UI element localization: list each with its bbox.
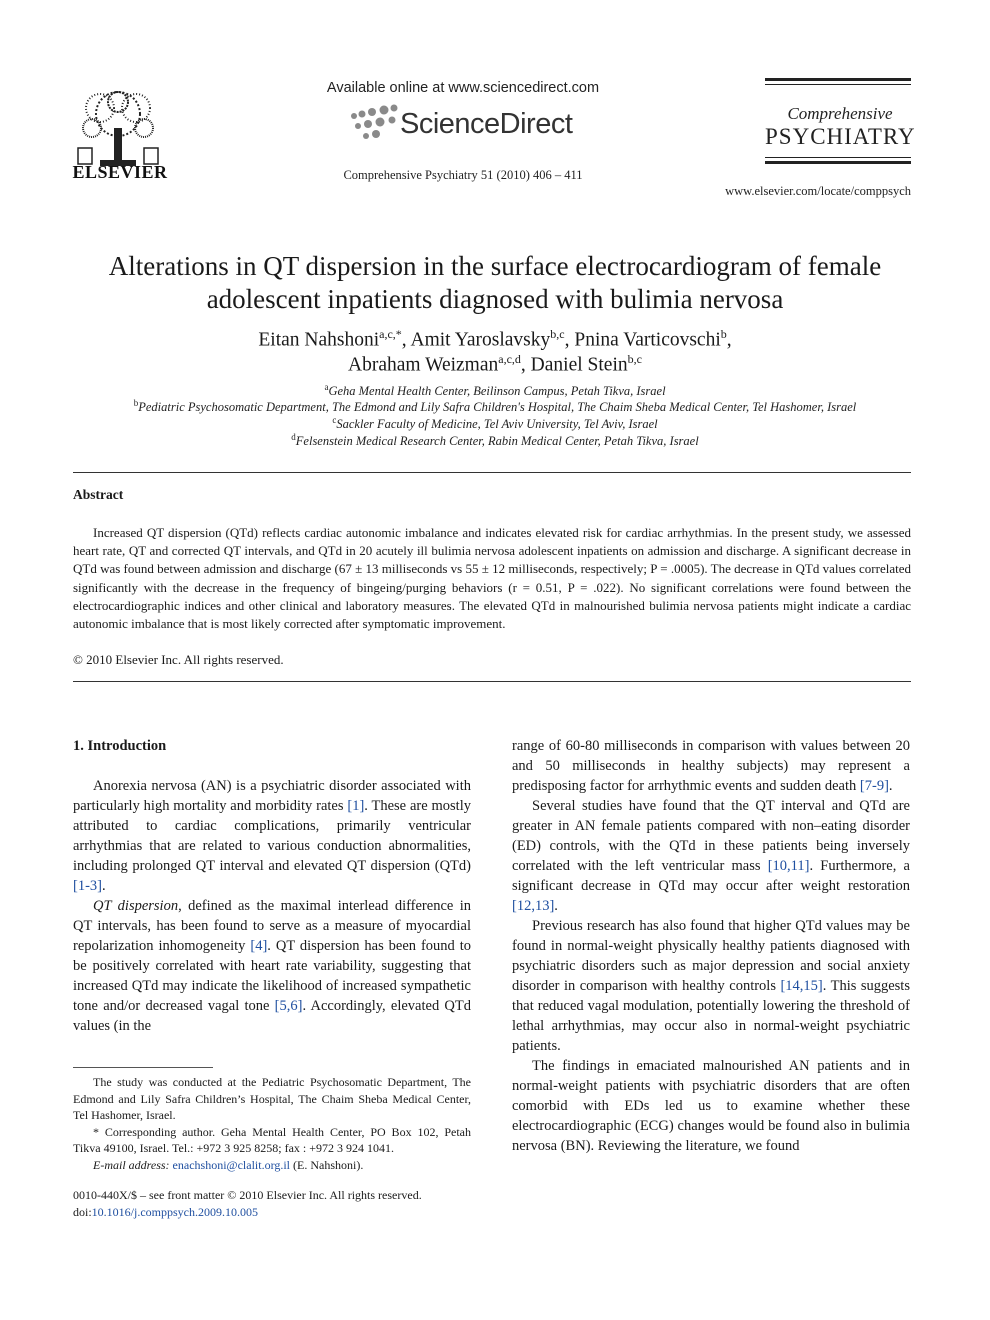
affiliation-text: Geha Mental Health Center, Beilinson Campus, Petah Tikva, Israel bbox=[328, 384, 666, 399]
right-column bbox=[512, 736, 910, 1156]
affiliation-mark: a bbox=[324, 382, 329, 392]
author-name: Eitan Nahshoni bbox=[258, 329, 380, 351]
journal-url-link[interactable]: www.elsevier.com/locate/comppsych bbox=[725, 184, 911, 198]
citation-link[interactable]: [14,15] bbox=[780, 978, 823, 994]
author-name: Abraham Weizman bbox=[348, 354, 499, 376]
section-divider bbox=[73, 681, 911, 682]
footnotes bbox=[73, 1074, 471, 1174]
left-column bbox=[73, 736, 471, 1036]
study-footnote: The study was conducted at the Pediatric Psychosomatic Department, The Edmond and Lily Safra Children’s Hospital, The Chaim Sheba Medical Center, Tel Hashomer, Israel. bbox=[73, 1075, 471, 1123]
affiliation-mark: d bbox=[291, 432, 296, 442]
paragraph-text: . bbox=[102, 878, 106, 894]
paragraph-text: Anorexia nervosa (AN) is a psychiatric disorder associated with particularly high mortality and morbidity rates bbox=[73, 778, 471, 814]
author-separator: , bbox=[564, 329, 575, 351]
sciencedirect-wordmark[interactable]: ScienceDirect bbox=[400, 108, 573, 140]
title-line: Alterations in QT dispersion in the surface electrocardiogram of female bbox=[108, 251, 882, 281]
citation-link[interactable]: [5,6] bbox=[274, 998, 303, 1014]
paragraph-text: , defined as the maximal interlead difference in QT intervals, has been found to serve as a measure of myocardial repolarization inhomogeneity bbox=[73, 898, 471, 954]
abstract-heading: Abstract bbox=[73, 487, 124, 502]
masthead-rule bbox=[765, 161, 911, 164]
masthead-rule bbox=[765, 84, 911, 85]
affiliation bbox=[40, 429, 950, 449]
doi-line bbox=[73, 1204, 493, 1221]
paragraph-text: . This suggests that reduced vagal modulation, potentially lowering the threshold of lethal arrhythmias, may occur also in normal-weight psychiatric patients. bbox=[512, 978, 910, 1054]
masthead-rule bbox=[765, 78, 911, 81]
author-name: Amit Yaroslavsky bbox=[410, 329, 551, 351]
doi-link[interactable]: 10.1016/j.comppsych.2009.10.005 bbox=[91, 1205, 258, 1219]
paragraph-text: Previous research has also found that higher QTd values may be found in normal-weight physically healthy patients diagnosed with psychiatric disorders such as major depression and social anxiety disorder in comparison with healthy controls bbox=[512, 918, 910, 994]
citation-link[interactable]: [7-9] bbox=[859, 778, 889, 794]
article-title bbox=[60, 250, 930, 316]
author-separator: , bbox=[726, 329, 732, 351]
abstract-copyright: © 2010 Elsevier Inc. All rights reserved. bbox=[73, 652, 284, 667]
paragraph-text: The findings in emaciated malnourished AN patients and in normal-weight patients with psychiatric disorders that are often comorbid with EDs led us to examine whether these electrocardiographic (ECG) changes would be found also in bulimia nervosa (BN). Reviewing the literature, we found bbox=[512, 1058, 910, 1154]
email-suffix: (E. Nahshoni). bbox=[290, 1157, 364, 1172]
affiliation-text: Felsenstein Medical Research Center, Rabin Medical Center, Petah Tikva, Israel bbox=[295, 434, 699, 449]
right-paragraphs bbox=[512, 736, 910, 1156]
affiliation-mark: c bbox=[332, 415, 337, 425]
doi-label: doi: bbox=[73, 1205, 92, 1219]
email-footnote bbox=[73, 1157, 471, 1174]
body-paragraph bbox=[512, 796, 910, 916]
body-paragraph bbox=[73, 776, 471, 896]
citation-link[interactable]: [10,11] bbox=[767, 858, 810, 874]
paragraph-text: . bbox=[888, 778, 893, 794]
body-paragraph bbox=[512, 916, 910, 1056]
paragraph-text: . QT dispersion has been found to be positively correlated with heart rate variability, suggesting that increased QTd may indicate the likelihood of increased sympathetic tone and/or decreased vagal tone bbox=[73, 938, 471, 1014]
paragraph-text: . Furthermore, a significant decrease in QTd may occur after weight restoration bbox=[512, 858, 910, 894]
author-affiliation-mark: a,c,* bbox=[379, 327, 402, 341]
author-affiliation-mark: b,c bbox=[550, 327, 565, 341]
body-paragraph bbox=[512, 1056, 910, 1156]
affiliation-mark: b bbox=[133, 398, 139, 408]
affiliation-text: Pediatric Psychosomatic Department, The Edmond and Lily Safra Children's Hospital, The Chaim Sheba Medical Center, Tel Hashomer, Israel bbox=[138, 400, 857, 415]
italic-term: QT dispersion bbox=[93, 898, 179, 914]
body-paragraph bbox=[512, 736, 910, 796]
paragraph-text: Several studies have found that the QT interval and QTd are greater in AN female patients compared with non–eating disorder (ED) controls, with the QTd in these patients being inversely correlated with the left ventricular mass bbox=[512, 798, 910, 874]
author-affiliation-mark: b bbox=[720, 327, 727, 341]
author-affiliation-mark: b,c bbox=[627, 352, 642, 366]
author-affiliation-mark: a,c,d bbox=[498, 352, 521, 366]
body-paragraph bbox=[73, 896, 471, 1036]
section-divider bbox=[73, 472, 911, 473]
citation-link[interactable]: [12,13] bbox=[512, 898, 555, 914]
email-link[interactable]: enachshoni@clalit.org.il bbox=[172, 1157, 291, 1172]
author-line bbox=[60, 347, 930, 378]
affiliation-text: Sackler Faculty of Medicine, Tel Aviv University, Tel Aviv, Israel bbox=[336, 417, 658, 432]
journal-name-bottom: PSYCHIATRY bbox=[765, 124, 916, 149]
citation-link[interactable]: [1] bbox=[347, 798, 365, 814]
author-separator: , bbox=[401, 329, 411, 351]
author-name: Daniel Stein bbox=[530, 354, 628, 376]
citation-link[interactable]: [4] bbox=[250, 938, 268, 954]
section-heading: 1. Introduction bbox=[73, 738, 167, 754]
paragraph-text: . These are mostly attributed to cardiac complications, primarily ventricular arrhythmias that are related to various conduction abnormalities, including prolonged QT interval and elevated QT dispersion (QTd) bbox=[73, 798, 471, 874]
email-label: E-mail address: bbox=[93, 1157, 170, 1172]
journal-name-top: Comprehensive bbox=[787, 104, 893, 123]
masthead-rule bbox=[765, 157, 911, 158]
paragraph-text: . Accordingly, elevated QTd values (in the bbox=[73, 998, 471, 1034]
author-name: Pnina Varticovschi bbox=[574, 329, 721, 351]
publisher-wordmark: ELSEVIER bbox=[72, 162, 168, 182]
footnote-divider bbox=[73, 1067, 213, 1068]
corresponding-author-footnote: * Corresponding author. Geha Mental Health Center, PO Box 102, Petah Tikva 49100, Israel. Tel.: +972 3 925 8258; fax : +972 3 924 1041. bbox=[73, 1124, 471, 1156]
title-line: adolescent inpatients diagnosed with bulimia nervosa bbox=[206, 284, 784, 314]
journal-citation: Comprehensive Psychiatry 51 (2010) 406 – 411 bbox=[343, 168, 583, 182]
author-separator: , bbox=[520, 354, 531, 376]
left-paragraphs bbox=[73, 776, 471, 1036]
citation-link[interactable]: [1-3] bbox=[73, 878, 102, 894]
abstract-text: Increased QT dispersion (QTd) reflects cardiac autonomic imbalance and indicates elevated risk for cardiac arrhythmias. In the present study, we assessed heart rate, QT and corrected QT intervals, and QTd in 20 acutely ill bulimia nervosa adolescent inpatients on admission and discharge. A significant decrease in QTd was found between admission and discharge (67 ± 13 milliseconds vs 55 ± 12 milliseconds, respectively; P = .0005). The decrease in QTd values correlated significantly with the decrease in the frequency of bingeing/purging behaviors (r = 0.51, P = .022). No significant correlations were found between the electrocardiographic indices and other clinical and laboratory measures. The elevated QTd in malnourished bulimia nervosa patients might indicate a cardiac autonomic imbalance that is most likely corrected after symptomatic improvement. bbox=[73, 525, 911, 632]
available-online-link[interactable]: Available online at www.sciencedirect.com bbox=[326, 80, 600, 96]
issn-block bbox=[73, 1187, 493, 1221]
paragraph-text: range of 60-80 milliseconds in comparison with values between 20 and 50 milliseconds in healthy subjects) may represent a predisposing factor for arrhythmic events and sudden death bbox=[512, 738, 910, 794]
issn-line: 0010-440X/$ – see front matter © 2010 Elsevier Inc. All rights reserved. bbox=[73, 1188, 422, 1202]
paragraph-text: . bbox=[554, 898, 558, 914]
